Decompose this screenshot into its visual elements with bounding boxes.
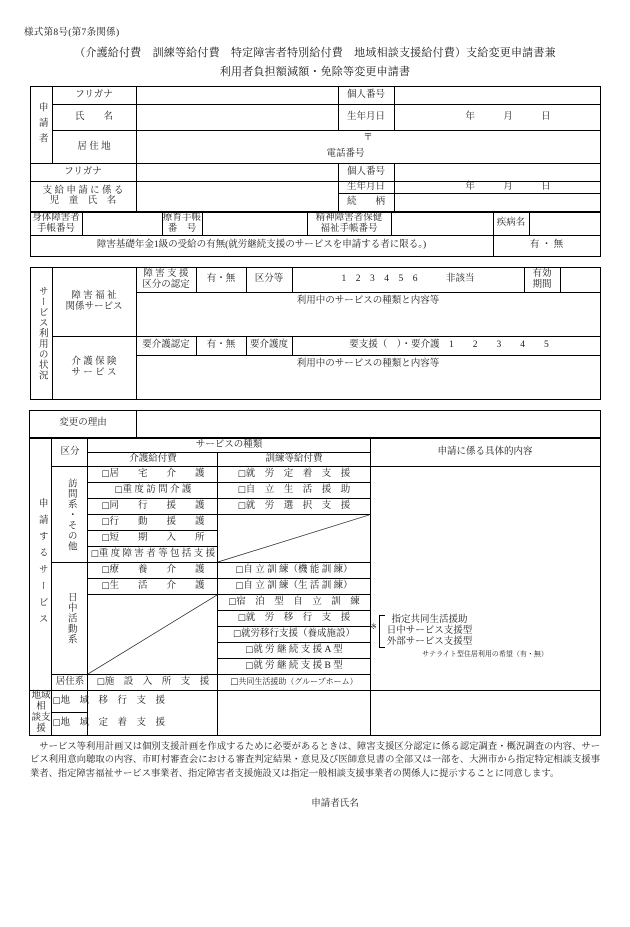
- applicant-furigana-row: [30, 87, 600, 105]
- disease-value[interactable]: [529, 212, 600, 235]
- service-label: 施 設 入 所 支 援: [104, 676, 210, 687]
- mental-cert-line-1: 精神障害者保健: [315, 213, 383, 223]
- service-checkbox-judo-homon[interactable]: [88, 482, 218, 498]
- group-home-note: [371, 615, 600, 648]
- service-checkbox-shuro-ikou[interactable]: [218, 610, 370, 626]
- detail-content-cell[interactable]: [370, 466, 600, 690]
- service-checkbox-tanki-nyusho[interactable]: [88, 530, 218, 546]
- birth-year: 年: [465, 112, 475, 123]
- kubun-header: 区分: [52, 438, 88, 466]
- validity-line-2: 期間: [532, 279, 552, 290]
- welfare-service-line-1: 障 害 福 祉: [71, 291, 117, 301]
- service-label: 就 労 選 択 支 援: [245, 500, 351, 511]
- checkbox-icon[interactable]: □: [101, 532, 110, 543]
- service-label: 短 期 入 所: [109, 532, 205, 543]
- ryoiku-cert-label: [162, 212, 202, 235]
- child-mynumber-label: 個人番号: [338, 164, 394, 182]
- service-checkbox-jiritsu-seikatsu[interactable]: [218, 482, 370, 498]
- applicant-furigana-value[interactable]: [136, 87, 338, 105]
- checkbox-icon[interactable]: □: [230, 676, 239, 687]
- applicant-birth-label: 生年月日: [338, 105, 394, 131]
- applicant-phone-label: 電話番号: [326, 149, 365, 160]
- youkaigo-nintei-label: 要介護認定: [136, 336, 196, 355]
- group-chiiki-line-1: 地域相: [31, 690, 51, 712]
- service-row: [30, 466, 600, 482]
- service-checkbox-kodo-engo[interactable]: [88, 514, 218, 530]
- validity-value[interactable]: [560, 267, 600, 292]
- form-title-line-2: 利用者負担額減額・免除等変更申請書: [219, 66, 411, 78]
- validity-line-1: 有効: [532, 269, 552, 279]
- applied-services-table: [29, 438, 600, 736]
- service-label: 同 行 援 護: [109, 500, 205, 511]
- service-label: 行 動 援 護: [109, 516, 205, 527]
- physical-cert-label: [30, 212, 82, 235]
- note-item[interactable]: 日中サービス支援型: [386, 625, 473, 636]
- service-checkbox-shuro-sentaku[interactable]: [218, 498, 370, 514]
- mental-cert-label: [307, 212, 391, 235]
- service-label: 地 域 定 着 支 援: [60, 718, 166, 729]
- service-checkbox-jiritsu-seikatsu-kunren[interactable]: [218, 578, 370, 594]
- signature-line[interactable]: 申請者氏名: [311, 799, 359, 810]
- service-checkbox-keizoku-a[interactable]: [218, 642, 370, 658]
- child-name-value[interactable]: [136, 182, 338, 212]
- change-reason-value[interactable]: [136, 410, 600, 437]
- child-furigana-value[interactable]: [136, 164, 338, 182]
- checkbox-icon[interactable]: □: [245, 660, 254, 671]
- postal-mark: 〒: [363, 133, 373, 143]
- child-relation-value[interactable]: [394, 193, 600, 211]
- child-relation-label: 続 柄: [338, 193, 394, 211]
- service-label: 自 立 生 活 援 助: [245, 484, 351, 495]
- form-title-line-1: （介護給付費 訓練等給付費 特定障害者特別給付費 地域相談支援給付費）支給変更申請書兼: [74, 47, 556, 59]
- checkbox-icon[interactable]: □: [101, 580, 110, 591]
- consent-paragraph: サービス等利用計画又は個別支援計画を作成するために必要があるときは、障害支援区分認定に係る認定調査・概況調査の内容、サービス利用意向聴取の内容、市町村審査会における審査判定結果・意見及び医師意見書の全部又は一部を、大洲市から指定特定相談支援事業者、指定障害福祉サービス事業者、指定障害者支援施設又は指定一般相談支援事業者の関係人に提示することに同意します。: [30, 741, 600, 779]
- service-checkbox-ryoyo-kaigo[interactable]: [88, 562, 218, 578]
- child-name-label-line-2: 児 童 氏 名: [49, 196, 117, 207]
- checkbox-icon[interactable]: □: [232, 628, 241, 639]
- service-checkbox-jiritsu-kino[interactable]: [218, 562, 370, 578]
- shogai-kubun-label: [136, 267, 196, 292]
- service-label: 就 労 移 行 支 援: [245, 612, 351, 623]
- note-item-list: [385, 615, 473, 648]
- checkbox-icon[interactable]: □: [101, 500, 110, 511]
- service-checkbox-seikatsu-kaigo[interactable]: [88, 578, 218, 594]
- applicant-birth-value[interactable]: [394, 105, 600, 131]
- checkbox-icon[interactable]: □: [237, 500, 246, 511]
- kubun-values[interactable]: 1 2 3 4 5 6 非該当: [292, 267, 524, 292]
- diagonal-line-icon: [218, 515, 369, 562]
- welfare-service-line-2: 関係サービス: [65, 301, 123, 312]
- youkaigo-umu[interactable]: 有・無: [196, 336, 246, 355]
- service-label: 宿 泊 型 自 立 訓 練: [236, 596, 360, 607]
- physical-cert-line-1: 身体障害者: [32, 213, 80, 223]
- checkbox-icon[interactable]: □: [114, 484, 123, 495]
- certificates-table: [30, 212, 601, 257]
- ryoiku-cert-value[interactable]: [202, 212, 307, 235]
- form-number: 様式第8号(第7条関係): [24, 28, 120, 38]
- applicant-info-table: [30, 86, 601, 212]
- checkbox-icon[interactable]: □: [237, 484, 246, 495]
- service-type-header: サービスの種類: [88, 438, 370, 452]
- service-row: [30, 690, 600, 712]
- service-checkbox-shuro-ikou-yosei[interactable]: [218, 626, 370, 642]
- child-mynumber-boxes[interactable]: [394, 164, 600, 182]
- checkbox-icon[interactable]: □: [52, 718, 61, 729]
- shogai-kubun-line-1: 障 害 支 援: [143, 269, 189, 279]
- applicant-address-label: 居 住 地: [52, 131, 136, 164]
- pension-question: 障害基礎年金1級の受給の有無(就労継続支援のサービスを申請する者に限る。): [30, 235, 493, 256]
- service-label: 就 労 継 続 支 援 A 型: [253, 644, 343, 655]
- disease-label: 疾病名: [493, 212, 529, 235]
- detail-column-header: 申請に係る具体的内容: [370, 438, 600, 466]
- service-label: 重 度 障 害 者 等 包 括 支 援: [98, 548, 216, 559]
- service-checkbox-chiiki-ikou[interactable]: [52, 690, 166, 712]
- service-checkbox-shukuhaku-jiritsu[interactable]: [218, 594, 370, 610]
- child-birth-day: 日: [541, 182, 551, 192]
- child-furigana-row: [30, 164, 600, 182]
- group-chiiki-label: [30, 690, 52, 735]
- pension-row: [30, 235, 600, 256]
- form-page: [0, 24, 630, 927]
- checkbox-icon[interactable]: □: [52, 696, 61, 707]
- welfare-certification-row: [30, 267, 600, 292]
- service-label: 就 労 継 続 支 援 B 型: [253, 660, 343, 671]
- kubun-label: 区分等: [246, 267, 292, 292]
- service-checkbox-judo-hokatsu[interactable]: [88, 546, 218, 562]
- checkbox-icon[interactable]: □: [235, 564, 244, 575]
- kaigo-services-used[interactable]: 利用中のサービスの種類と内容等: [136, 355, 600, 399]
- service-checkbox-kyotaku[interactable]: [88, 466, 218, 482]
- checkbox-icon[interactable]: □: [101, 468, 110, 479]
- child-birth-year: 年: [465, 182, 475, 192]
- kunren-empty-slash-cell: [218, 514, 370, 562]
- kaigo-insurance-line-1: 介 護 保 険: [71, 357, 117, 367]
- checkbox-icon[interactable]: □: [101, 516, 110, 527]
- shogai-kubun-line-2: 区分の認定: [142, 279, 190, 290]
- service-checkbox-keizoku-b[interactable]: [218, 658, 370, 674]
- applicant-mynumber-boxes[interactable]: [394, 87, 600, 105]
- welfare-services-used[interactable]: 利用中のサービスの種類と内容等: [136, 292, 600, 336]
- applicant-name-label: 氏 名: [52, 105, 136, 131]
- mental-cert-value[interactable]: [391, 212, 493, 235]
- service-checkbox-shisetsu-nyusho[interactable]: [88, 674, 218, 690]
- service-label: 療 養 介 護: [109, 564, 205, 575]
- service-label: 重 度 訪 問 介 護: [122, 484, 192, 495]
- child-birth-label: 生年月日: [338, 182, 394, 194]
- birth-month: 月: [503, 112, 513, 123]
- physical-cert-line-2: 手帳番号: [36, 223, 75, 234]
- kunren-column-header: 訓練等給付費: [218, 452, 370, 466]
- child-birth-value[interactable]: [394, 182, 600, 194]
- applicant-mynumber-label: 個人番号: [338, 87, 394, 105]
- checkbox-icon[interactable]: □: [90, 548, 99, 559]
- checkbox-icon[interactable]: □: [228, 596, 237, 607]
- service-checkbox-shuro-teichaku[interactable]: [218, 466, 370, 482]
- service-label: 就労移行支援（養成施設）: [241, 628, 356, 639]
- group-kyoju-label: 居住系: [52, 674, 88, 690]
- welfare-service-label: [52, 267, 136, 336]
- validity-label: [524, 267, 560, 292]
- youkaigo-do-label: 要介護度: [246, 336, 292, 355]
- checkbox-icon[interactable]: □: [237, 612, 246, 623]
- service-label: 居 宅 介 護: [109, 468, 205, 479]
- group-chiiki-line-2: 談支援: [31, 712, 51, 734]
- mental-cert-line-2: 福祉手帳番号: [320, 223, 378, 234]
- applicant-name-value[interactable]: [136, 105, 338, 131]
- form-title: [0, 44, 630, 79]
- child-name-row: [30, 182, 600, 194]
- certificates-row: [30, 212, 600, 235]
- change-reason-row: [30, 410, 600, 437]
- birth-day: 日: [541, 112, 551, 123]
- ryoiku-cert-line-1: 療育手帳: [162, 213, 201, 223]
- kaigo-certification-row: [30, 336, 600, 355]
- service-status-table: [30, 267, 601, 400]
- service-checkbox-chiiki-teichaku[interactable]: [52, 713, 166, 735]
- service-label: 自 立 訓 練（機 能 訓 練）: [243, 564, 353, 575]
- kaigo-insurance-label: [52, 336, 136, 399]
- group-nicchu-label: 日中活動系: [52, 562, 88, 674]
- kaigo-empty-slash-cell: [88, 594, 218, 674]
- child-name-label-line-1: 支 給 申 請 に 係 る: [42, 185, 124, 196]
- note-item[interactable]: 指定共同生活援助: [391, 614, 468, 625]
- service-label: 地 域 移 行 支 援: [60, 696, 166, 707]
- checkbox-icon[interactable]: □: [245, 644, 254, 655]
- service-label: 生 活 介 護: [109, 580, 205, 591]
- service-label: 共同生活援助（グループホーム）: [238, 676, 358, 686]
- service-table-header-row-1: [30, 438, 600, 452]
- ryoiku-cert-line-2: 番 号: [167, 223, 197, 234]
- change-reason-label: 変更の理由: [30, 410, 136, 437]
- applicant-side-label: 申請者: [30, 87, 52, 164]
- service-checkbox-kyodo-seikatsu[interactable]: [218, 674, 370, 690]
- shogai-kubun-umu[interactable]: 有・無: [196, 267, 246, 292]
- kaigo-column-header: 介護給付費: [88, 452, 218, 466]
- applied-services-side-label: 申請するサービス: [30, 438, 52, 690]
- checkbox-icon[interactable]: □: [96, 676, 105, 687]
- applicant-furigana-label: フリガナ: [52, 87, 136, 105]
- change-reason-table: [29, 410, 600, 438]
- checkbox-icon[interactable]: □: [235, 580, 244, 591]
- note-item[interactable]: 外部サービス支援型: [386, 636, 473, 647]
- note-star-mark: ※: [370, 621, 377, 631]
- pension-choice[interactable]: 有 ・ 無: [493, 235, 600, 256]
- checkbox-icon[interactable]: □: [237, 468, 246, 479]
- youkaigo-values[interactable]: 要支援（ ）・要介護 1 2 3 4 5: [292, 336, 600, 355]
- child-birth-month: 月: [503, 182, 513, 192]
- child-furigana-label: フリガナ: [30, 164, 136, 182]
- applicant-address-value[interactable]: [136, 131, 600, 164]
- service-label: 就 労 定 着 支 援: [245, 468, 351, 479]
- physical-cert-value[interactable]: [82, 212, 162, 235]
- applicant-address-row: [30, 131, 600, 164]
- child-name-label: [30, 182, 136, 212]
- applicant-name-row: [30, 105, 600, 131]
- checkbox-icon[interactable]: □: [101, 564, 110, 575]
- chiiki-detail-empty[interactable]: [218, 690, 370, 735]
- service-checkbox-doko-engo[interactable]: [88, 498, 218, 514]
- service-status-side-label: サービス利用の状況: [30, 267, 52, 399]
- service-label: 自 立 訓 練（生 活 訓 練）: [243, 580, 353, 591]
- group-houmon-label: 訪問系・その他: [52, 466, 88, 562]
- satellite-housing-note[interactable]: サテライト型住居利用の希望（有・無）: [422, 649, 548, 658]
- diagonal-line-icon: [88, 595, 217, 674]
- kaigo-insurance-line-2: サ ー ビ ス: [71, 367, 117, 378]
